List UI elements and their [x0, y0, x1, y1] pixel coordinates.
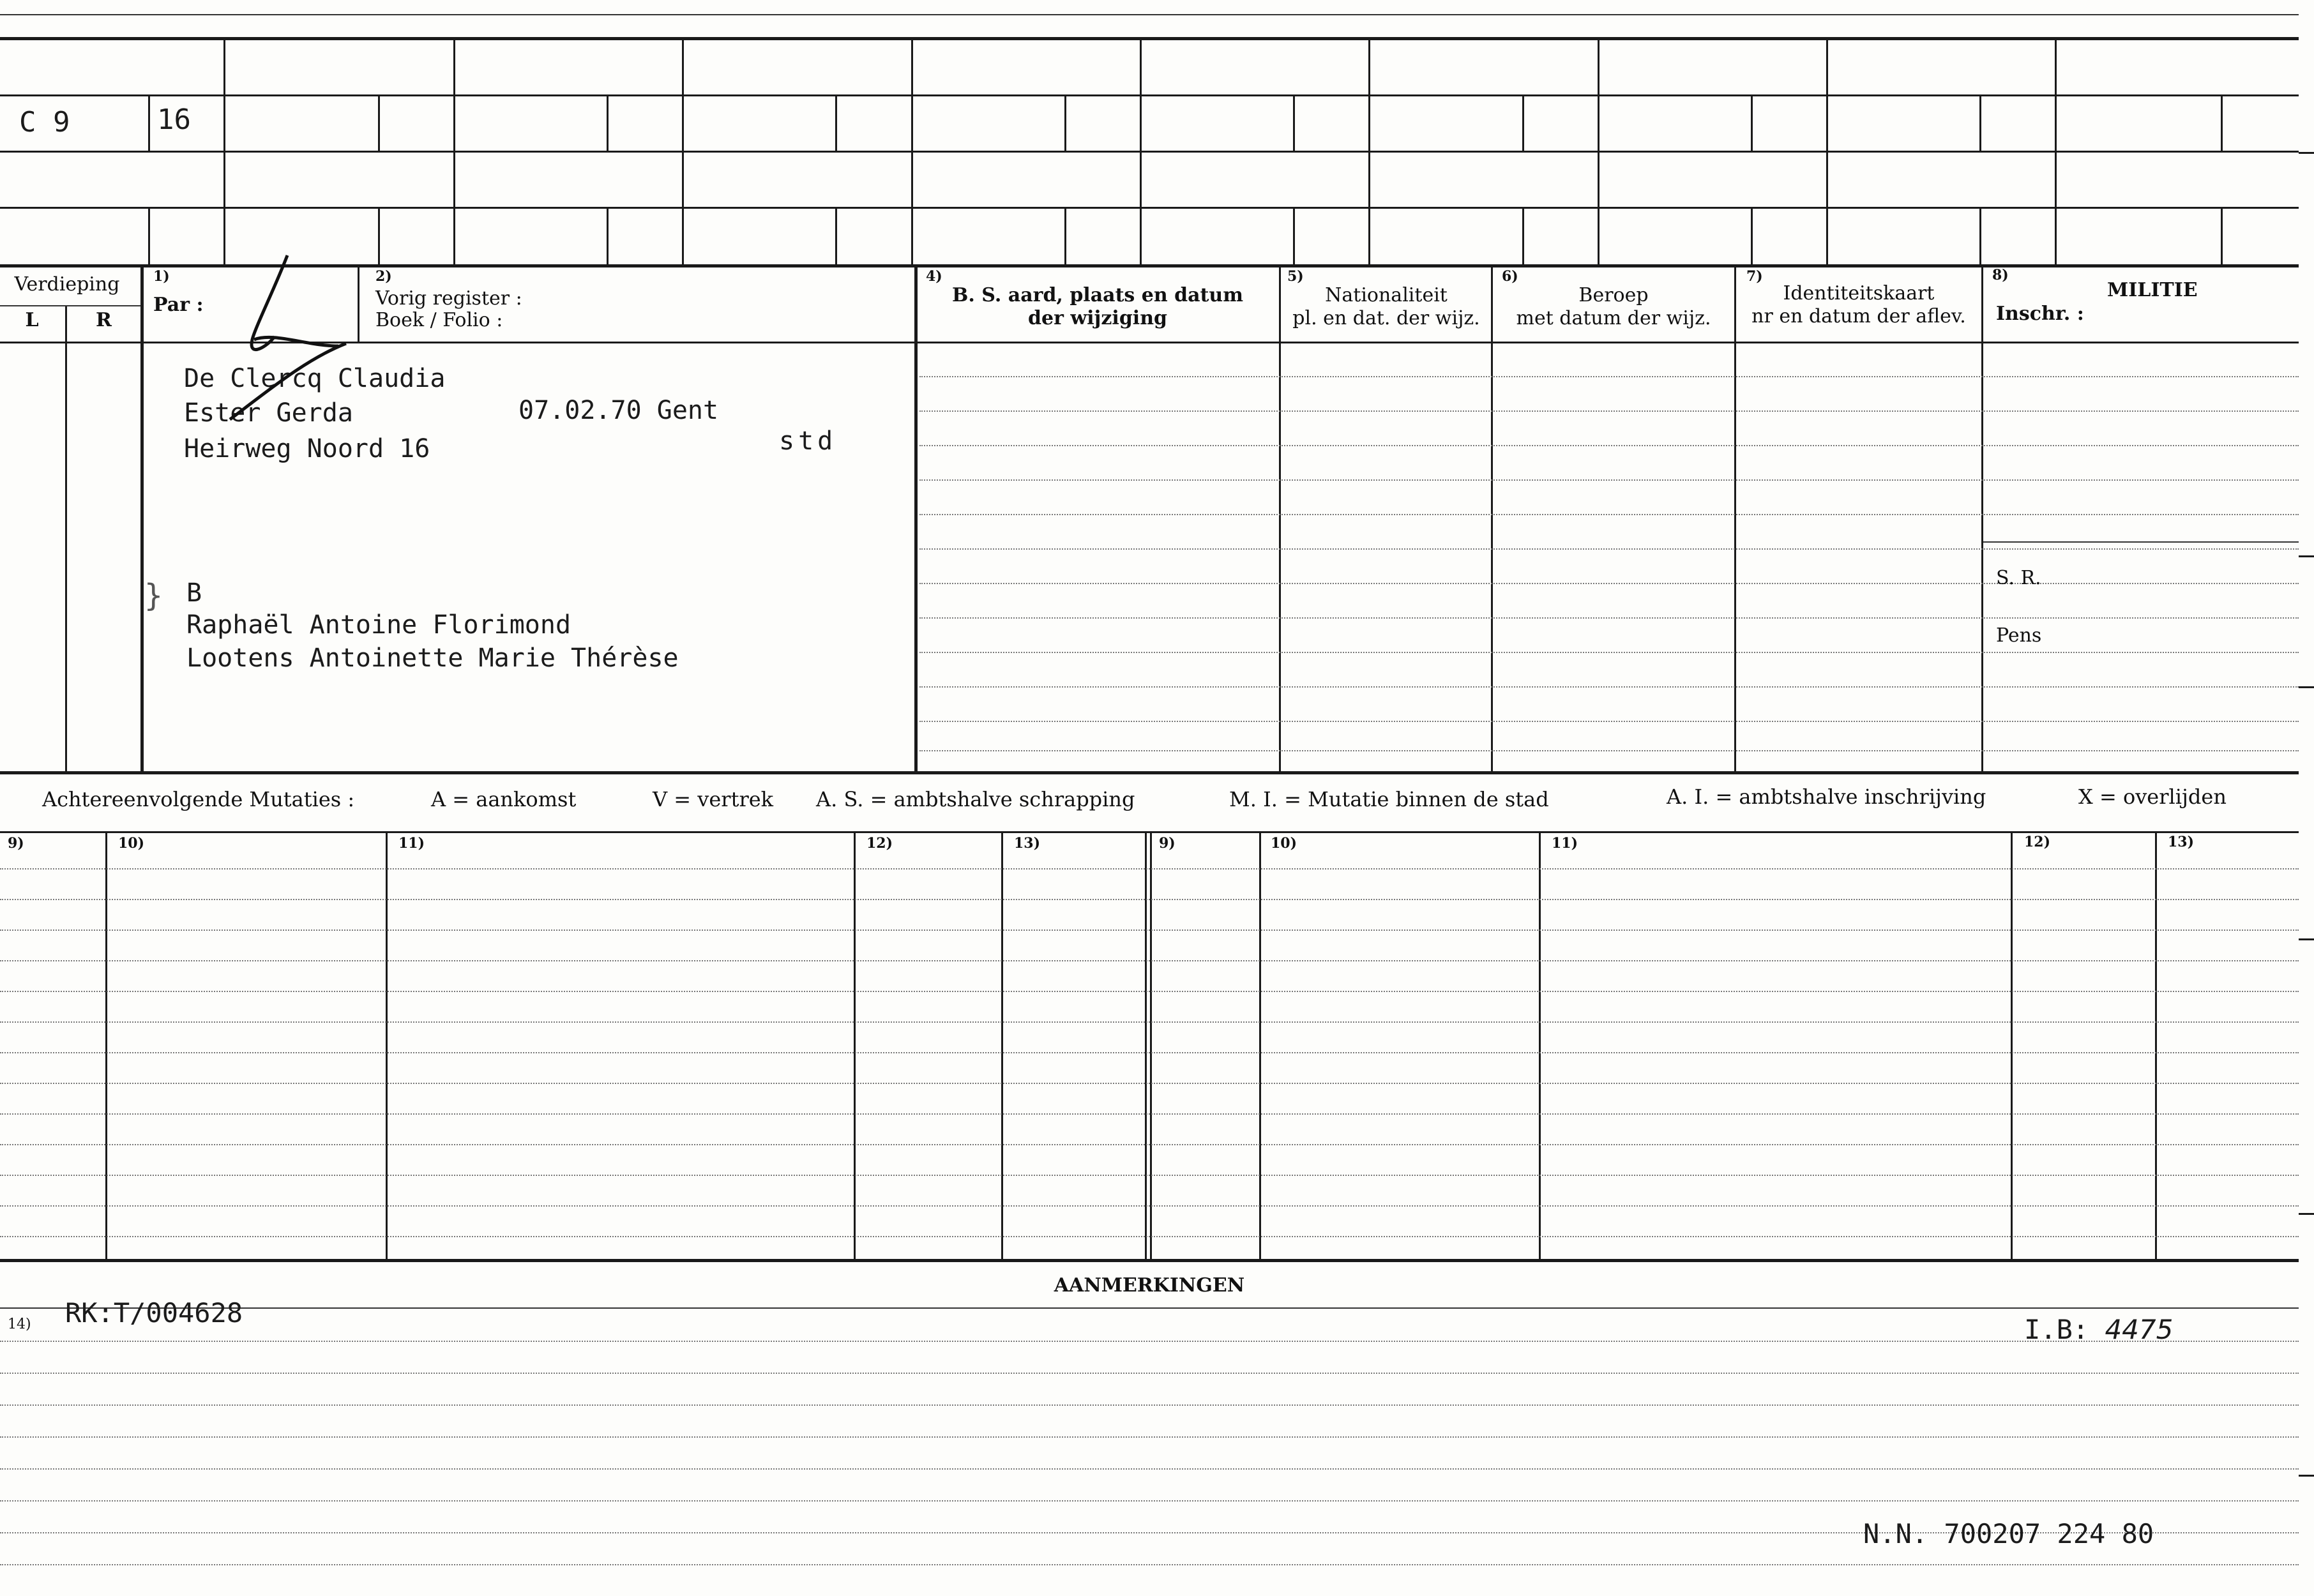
- grid-col-line: [453, 37, 455, 264]
- col1-number: 1): [153, 268, 170, 285]
- grid-sub-line: [835, 207, 837, 264]
- grid-sub-line: [1522, 94, 1524, 151]
- col7-number: 7): [1746, 268, 1763, 285]
- col-line-par: [140, 264, 144, 771]
- legend-mi: M. I. = Mutatie binnen de stad: [1229, 787, 1549, 811]
- grid-row-line: [0, 94, 2299, 96]
- margin-tick: [2299, 938, 2314, 940]
- legend-v: V = vertrek: [653, 787, 774, 811]
- ib-label: I.B:: [2024, 1314, 2089, 1345]
- grid-sub-line: [1293, 207, 1295, 264]
- mutations-bottom-line: [0, 1259, 2299, 1262]
- mut-col-line: [105, 831, 107, 1259]
- grid-row-line: [0, 207, 2299, 209]
- legend-x: X = overlijden: [2078, 785, 2227, 809]
- mother-name: Lootens Antoinette Marie Thérèse: [186, 644, 679, 673]
- nn-reference: N.N. 700207 224 80: [1863, 1518, 2154, 1549]
- handwritten-mark: [179, 250, 370, 435]
- col-line-id: [1734, 264, 1736, 771]
- grid-sub-line: [2221, 94, 2223, 151]
- grid-col-line: [1368, 37, 1370, 264]
- col4-number: 4): [926, 268, 942, 285]
- grid-col-line: [1140, 37, 1142, 264]
- bs-sub-label: der wijziging: [1028, 307, 1167, 329]
- col-line-nat: [1279, 264, 1281, 771]
- grid-sub-line: [378, 94, 380, 151]
- grid-col-line: [682, 37, 684, 264]
- mut-col-label: 10): [118, 835, 145, 852]
- mut-col-label: 11): [1552, 835, 1578, 852]
- mut-col-line: [1145, 831, 1147, 1259]
- mut-col-label: 10): [1271, 835, 1297, 852]
- identiteitskaart-sub-label: nr en datum der aflev.: [1751, 305, 1966, 327]
- grid-sub-line: [1522, 207, 1524, 264]
- person-name-line1: De Clercq Claudia: [184, 364, 446, 393]
- grid-sub-line: [148, 94, 150, 151]
- mut-col-label: 13): [2168, 834, 2195, 850]
- margin-tick: [2299, 555, 2314, 557]
- person-name-line2: Ester Gerda: [184, 398, 353, 428]
- margin-tick: [2299, 152, 2314, 154]
- address: Heirweg Noord 16: [184, 434, 430, 463]
- margin-tick: [2299, 686, 2314, 688]
- grid-sub-line: [1064, 207, 1066, 264]
- col-line-bs: [914, 264, 918, 771]
- grid-sub-line: [1293, 94, 1295, 151]
- grid-col-line: [1598, 37, 1599, 264]
- col8-number: 8): [1992, 267, 2009, 283]
- nationaliteit-label: Nationaliteit: [1325, 284, 1448, 306]
- grid-row-line: [0, 151, 2299, 153]
- remarks-line: [0, 1307, 2299, 1309]
- ib-value: 4475: [2105, 1314, 2174, 1345]
- parents-marker: B: [186, 578, 202, 608]
- col5-number: 5): [1287, 268, 1304, 285]
- grid-sub-line: [1751, 207, 1753, 264]
- margin-tick: [2299, 1213, 2314, 1215]
- col2-number: 2): [375, 268, 392, 285]
- verdieping-split: [0, 305, 140, 306]
- main-bottom-line: [0, 771, 2299, 774]
- mut-col-label: 12): [866, 835, 893, 852]
- grid-sub-line: [378, 207, 380, 264]
- mut-col-label: 11): [398, 835, 425, 852]
- col-line-l: [65, 306, 67, 771]
- grid-col-line: [2055, 37, 2057, 264]
- nationaliteit-sub-label: pl. en dat. der wijz.: [1292, 307, 1480, 329]
- mut-col-line: [2155, 831, 2157, 1259]
- grid-sub-line: [1979, 94, 1981, 151]
- par-label: Par :: [153, 294, 204, 316]
- grid-sub-line: [835, 94, 837, 151]
- boek-folio-label: Boek / Folio :: [375, 309, 503, 331]
- grid-sub-line: [148, 207, 150, 264]
- grid-sub-line: [607, 94, 609, 151]
- mut-col-line: [2011, 831, 2013, 1259]
- mut-col-line: [386, 831, 388, 1259]
- legend-ai: A. I. = ambtshalve inschrijving: [1667, 785, 1986, 809]
- mut-col-label: 9): [8, 835, 24, 852]
- top-border-faint: [0, 14, 2299, 15]
- grid-sub-line: [1979, 207, 1981, 264]
- bs-label: B. S. aard, plaats en datum: [952, 284, 1243, 306]
- sr-label: S. R.: [1996, 567, 2041, 589]
- remarks-title: AANMERKINGEN: [1054, 1274, 1245, 1297]
- father-name: Raphaël Antoine Florimond: [186, 610, 571, 640]
- militie-title: MILITIE: [2107, 279, 2198, 301]
- mutations-top-line: [0, 831, 2299, 833]
- grid-sub-line: [2221, 207, 2223, 264]
- mut-col-line: [1259, 831, 1261, 1259]
- legend-a: A = aankomst: [431, 787, 577, 811]
- r-label: R: [96, 309, 112, 331]
- grid-col-line: [1826, 37, 1828, 264]
- col-line-beroep: [1491, 264, 1493, 771]
- number-label: 16: [157, 103, 191, 136]
- code-label: C 9: [19, 106, 70, 139]
- beroep-label: Beroep: [1578, 284, 1649, 306]
- verdieping-label: Verdieping: [14, 273, 120, 296]
- legend-as: A. S. = ambtshalve schrapping: [816, 787, 1135, 811]
- margin-tick: [2299, 1475, 2314, 1477]
- remarks-number: 14): [8, 1316, 31, 1332]
- mut-col-line: [1539, 831, 1541, 1259]
- beroep-sub-label: met datum der wijz.: [1516, 307, 1711, 329]
- brace-mark: }: [144, 578, 163, 614]
- col-line-militie: [1981, 264, 1983, 771]
- grid-sub-line: [1064, 94, 1066, 151]
- militie-separator: [1983, 541, 2299, 543]
- mut-col-label: 13): [1014, 835, 1041, 852]
- mut-col-label: 9): [1159, 835, 1176, 852]
- mutations-title: Achtereenvolgende Mutaties :: [42, 787, 355, 811]
- birth-date-place: 07.02.70 Gent: [518, 396, 719, 425]
- top-border: [0, 37, 2299, 40]
- mut-col-label: 12): [2024, 834, 2051, 850]
- identiteitskaart-label: Identiteitskaart: [1783, 282, 1935, 305]
- grid-col-line: [911, 37, 913, 264]
- mut-col-line: [854, 831, 856, 1259]
- status-code: std: [779, 426, 837, 456]
- mut-col-line: [1150, 831, 1152, 1259]
- vorig-register-label: Vorig register :: [375, 287, 522, 310]
- grid-col-line: [223, 37, 225, 264]
- grid-sub-line: [1751, 94, 1753, 151]
- mut-col-line: [1001, 831, 1003, 1259]
- col6-number: 6): [1502, 268, 1518, 285]
- rk-reference: RK:T/004628: [65, 1297, 243, 1329]
- inschr-label: Inschr. :: [1996, 303, 2084, 325]
- l-label: L: [25, 309, 39, 331]
- pens-label: Pens: [1996, 624, 2042, 647]
- grid-sub-line: [607, 207, 609, 264]
